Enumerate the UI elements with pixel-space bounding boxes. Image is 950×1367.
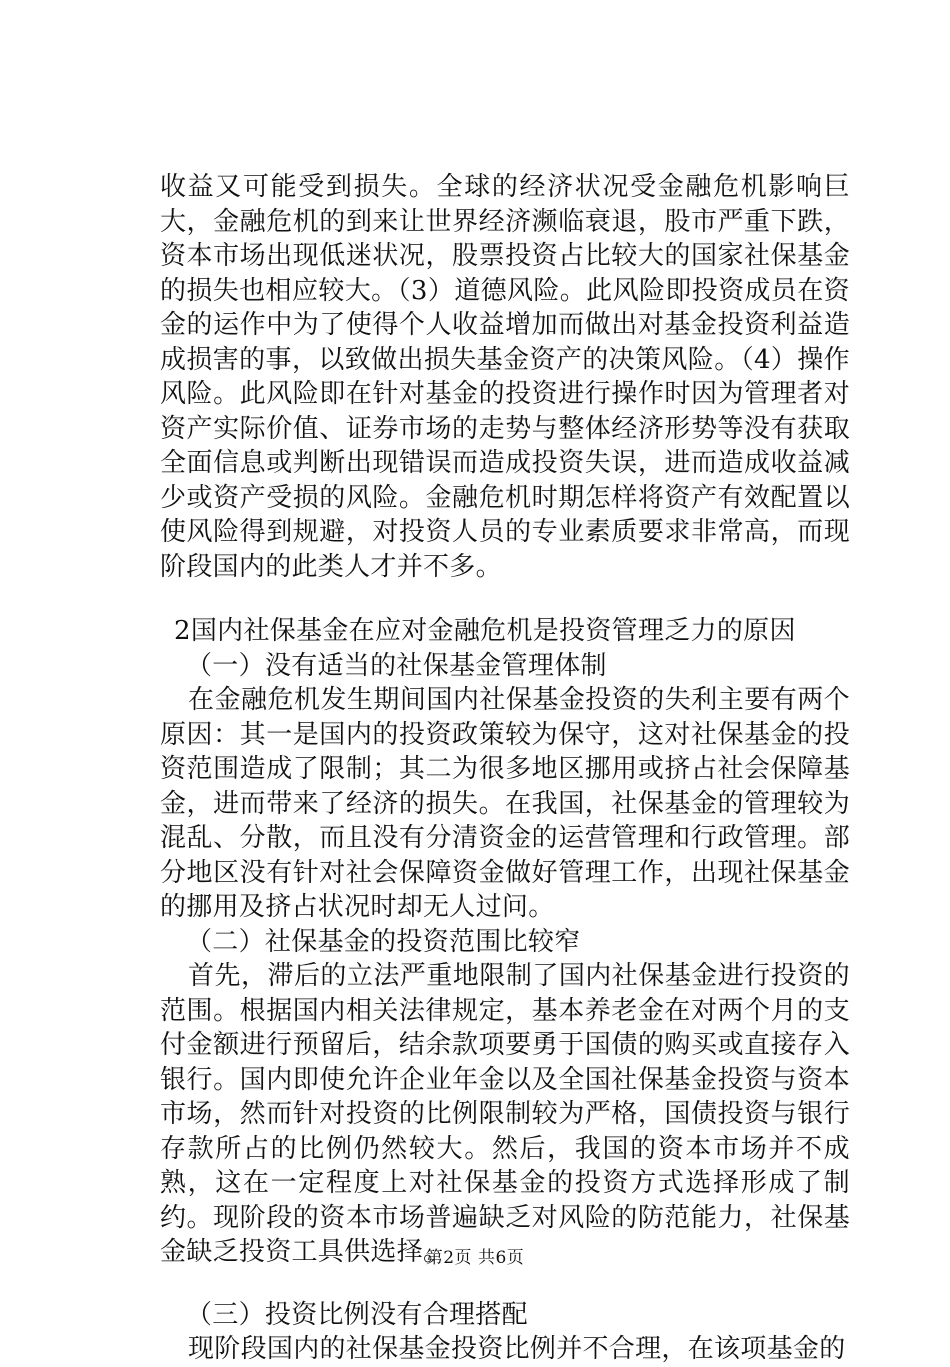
subsection-heading-3: （三）投资比例没有合理搭配 bbox=[186, 1299, 528, 1330]
document-body bbox=[160, 170, 850, 1367]
paragraph-investment-scope: 首先，滞后的立法严重地限制了国内社保基金进行投资的范围。根据国内相关法律规定，基本养老金在对两个月的支付金额进行预留后，结余款项要勇于国债的购买或直接存入银行。国内即使允许企业年金以及全国社保基金投资与资本市场，然而针对投资的比例限制较为严格，国债投资与银行存款所占的比例仍然较大。然后，我国的资本市场并不成熟，这在一定程度上对社保基金的投资方式选择形成了制约。现阶段的资本市场普遍缺乏对风险的防范能力，社保基金缺乏投资工具供选择。 bbox=[160, 961, 850, 1267]
subsection-heading-2: （二）社保基金的投资范围比较窄 bbox=[186, 926, 581, 957]
paragraph-management-system: 在金融危机发生期间国内社保基金投资的失利主要有两个原因：其一是国内的投资政策较为保守，这对社保基金的投资范围造成了限制；其二为很多地区挪用或挤占社会保障基金，进而带来了经济的损失。在我国，社保基金的管理较为混乱、分散，而且没有分清资金的运营管理和行政管理。部分地区没有针对社会保障资金做好管理工作，出现社保基金的挪用及挤占状况时却无人过问。 bbox=[160, 685, 850, 922]
subsection-heading-1: （一）没有适当的社保基金管理体制 bbox=[186, 650, 607, 681]
section-heading: 2国内社保基金在应对金融危机是投资管理乏力的原因 bbox=[174, 616, 796, 646]
page-number: 第2页 共6页 bbox=[425, 1248, 525, 1268]
paragraph-risk-continuation: 收益又可能受到损失。全球的经济状况受金融危机影响巨大，金融危机的到来让世界经济濒临衰退，股市严重下跌，资本市场出现低迷状况，股票投资占比较大的国家社保基金的损失也相应较大。（3）道德风险。此风险即投资成员在资金的运作中为了使得个人收益增加而做出对基金投资利益造成损害的事，以致做出损失基金资产的决策风险。（4）操作风险。此风险即在针对基金的投资进行操作时因为管理者对资产实际价值、证券市场的走势与整体经济形势等没有获取全面信息或判断出现错误而造成投资失误，进而造成收益减少或资产受损的风险。金融危机时期怎样将资产有效配置以使风险得到规避，对投资人员的专业素质要求非常高，而现阶段国内的此类人才并不多。 bbox=[160, 172, 850, 582]
paragraph-investment-ratio: 现阶段国内的社保基金投资比例并不合理，在该项基金的 bbox=[188, 1334, 846, 1364]
